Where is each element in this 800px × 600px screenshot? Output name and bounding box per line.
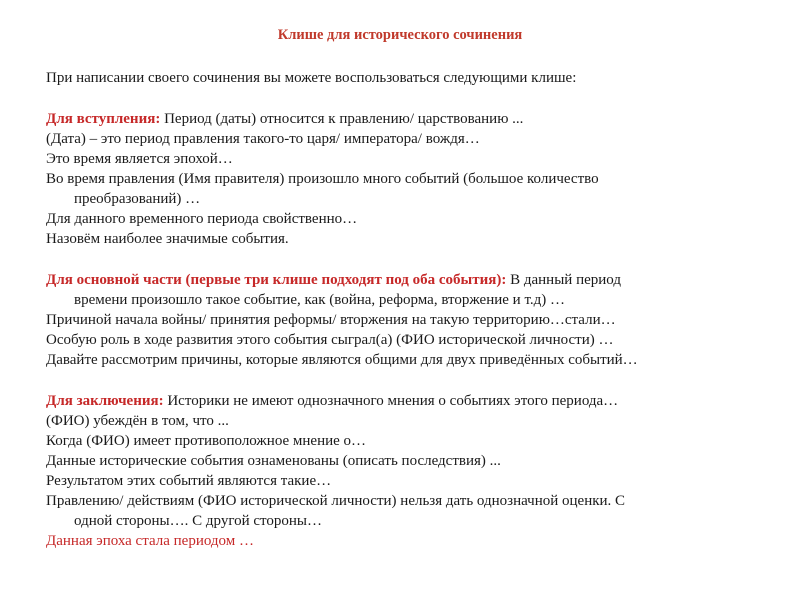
intro-section-line: (Дата) – это период правления такого-то царя/ императора/ вождя…: [46, 131, 480, 147]
spacer: [46, 249, 766, 270]
conclusion-closing-line: Данная эпоха стала периодом …: [46, 533, 255, 549]
intro-section-line: Это время является эпохой…: [46, 151, 233, 167]
intro-section-heading: Для вступления:: [46, 111, 161, 127]
main-section-first-line: [46, 270, 766, 290]
main-section-line: времени произошло такое событие, как (война, реформа, вторжение и т.д) …: [74, 292, 566, 308]
main-section-first-text: В данный период: [506, 272, 621, 288]
main-section-line: Причиной начала войны/ принятия реформы/ вторжения на такую территорию…стали…: [46, 312, 616, 328]
spacer: [46, 88, 766, 109]
intro-section-first-text: Период (даты) относится к правлению/ царствованию ...: [160, 111, 524, 127]
conclusion-section-line: одной стороны…. С другой стороны…: [74, 513, 322, 529]
intro-section-line: Во время правления (Имя правителя) произошло много событий (большое количество: [46, 171, 599, 187]
conclusion-section-line: Когда (ФИО) имеет противоположное мнение о…: [46, 433, 367, 449]
intro-section-line: преобразований) …: [74, 191, 201, 207]
conclusion-section-first-text: Историки не имеют однозначного мнения о событиях этого периода…: [163, 393, 619, 409]
conclusion-section-heading: Для заключения:: [46, 393, 164, 409]
conclusion-section-line: Результатом этих событий являются такие…: [46, 473, 332, 489]
page-title: Клише для исторического сочинения: [277, 27, 523, 43]
document-body: [46, 68, 766, 551]
intro-section-line: Назовём наиболее значимые события.: [46, 231, 289, 247]
conclusion-section-first-line: [46, 391, 766, 411]
main-section-heading: Для основной части (первые три клише подходят под оба события):: [46, 272, 507, 288]
main-section-line: Давайте рассмотрим причины, которые являются общими для двух приведённых событий…: [46, 352, 638, 368]
intro-paragraph: При написании своего сочинения вы можете воспользоваться следующими клише:: [46, 70, 577, 86]
conclusion-section-line: Правлению/ действиям (ФИО исторической личности) нельзя дать однозначной оценки. С: [46, 493, 626, 509]
intro-section-line: Для данного временного периода свойственно…: [46, 211, 358, 227]
intro-section-first-line: [46, 109, 766, 129]
spacer: [46, 370, 766, 391]
conclusion-section-line: (ФИО) убеждён в том, что ...: [46, 413, 229, 429]
main-section-line: Особую роль в ходе развития этого события сыграл(а) (ФИО исторической личности) …: [46, 332, 614, 348]
conclusion-section-line: Данные исторические события ознаменованы (описать последствия) ...: [46, 453, 501, 469]
